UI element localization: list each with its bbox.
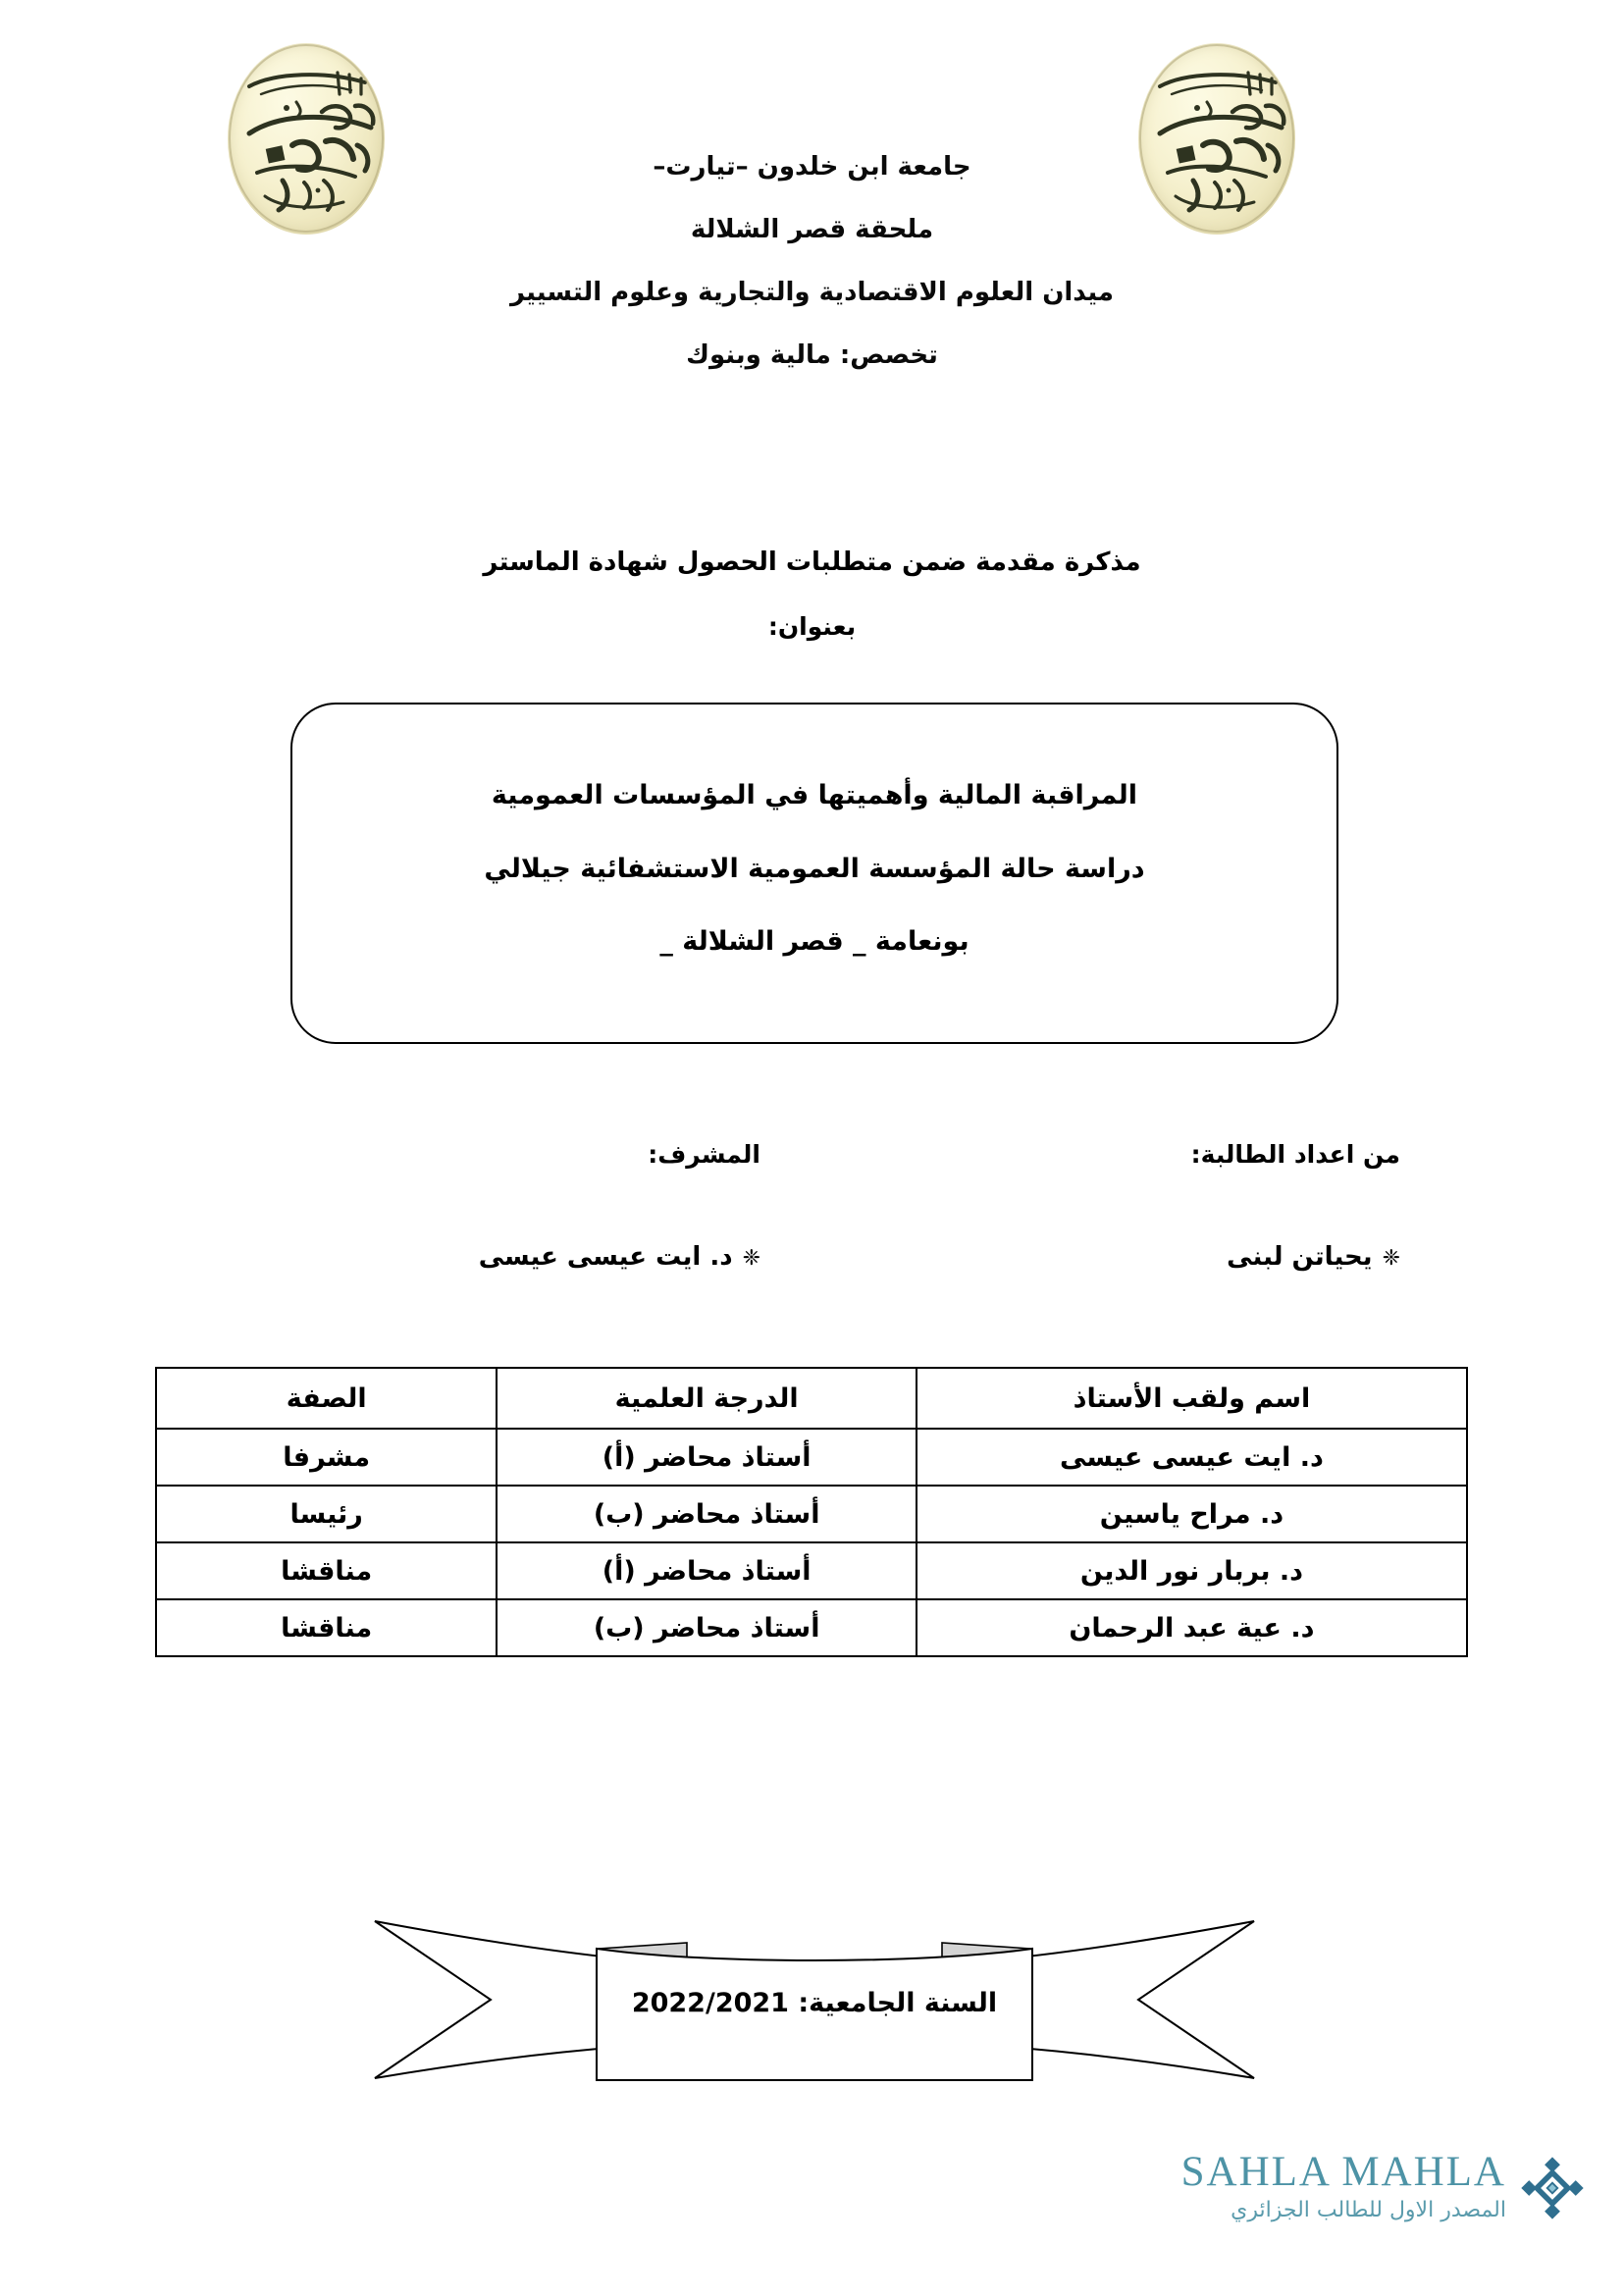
table-row bbox=[156, 1429, 1467, 1486]
watermark-subtitle: المصدر الاول للطالب الجزائري bbox=[1231, 2198, 1506, 2223]
jury-role: مناقشا bbox=[156, 1542, 497, 1599]
thesis-title-case-study-2: بونعامة _ قصر الشلالة _ bbox=[659, 926, 969, 958]
table-row bbox=[156, 1599, 1467, 1656]
jury-degree: أستاذ محاضر (ب) bbox=[497, 1599, 917, 1656]
column-header-academic-degree: الدرجة العلمية bbox=[497, 1368, 917, 1429]
thesis-title-box bbox=[290, 703, 1338, 1044]
academic-year-ribbon bbox=[373, 1904, 1256, 2080]
jury-degree: أستاذ محاضر (ب) bbox=[497, 1486, 917, 1542]
faculty-domain: ميدان العلوم الاقتصادية والتجارية وعلوم التسيير bbox=[509, 278, 1115, 307]
authorship-section bbox=[0, 1138, 1624, 1325]
sahla-mahla-diamond-icon bbox=[1520, 2156, 1585, 2220]
supervisor-label: المشرف: bbox=[648, 1140, 760, 1169]
jury-name: د. مراح ياسين bbox=[917, 1486, 1467, 1542]
table-row bbox=[156, 1486, 1467, 1542]
jury-role: مشرفا bbox=[156, 1429, 497, 1486]
star-bullet-icon: ❈ bbox=[742, 1245, 760, 1271]
jury-table bbox=[155, 1367, 1468, 1657]
jury-name: د. ايت عيسى عيسى bbox=[917, 1429, 1467, 1486]
supervisor-name-row bbox=[479, 1240, 760, 1275]
student-name: يحياتن لبنى bbox=[1227, 1241, 1373, 1272]
supervisor-name: د. ايت عيسى عيسى bbox=[478, 1241, 733, 1272]
student-label: من اعداد الطالبة: bbox=[1190, 1140, 1400, 1169]
jury-role: رئيسا bbox=[156, 1486, 497, 1542]
sahla-mahla-watermark bbox=[1143, 2151, 1585, 2225]
column-header-capacity: الصفة bbox=[156, 1368, 497, 1429]
jury-degree: أستاذ محاضر (أ) bbox=[497, 1429, 917, 1486]
university-name: جامعة ابن خلدون –تيارت– bbox=[653, 152, 971, 182]
degree-requirement-line: مذكرة مقدمة ضمن متطلبات الحصول شهادة الماستر bbox=[483, 548, 1141, 577]
star-bullet-icon: ❈ bbox=[1382, 1245, 1400, 1271]
specialization: تخصص: مالية وبنوك bbox=[686, 340, 938, 370]
column-header-professor-name: اسم ولقب الأستاذ bbox=[917, 1368, 1467, 1429]
academic-year-text: السنة الجامعية: 2022/2021 bbox=[631, 1988, 998, 2018]
thesis-title-main: المراقبة المالية وأهميتها في المؤسسات العمومية bbox=[491, 780, 1138, 811]
jury-role: مناقشا bbox=[156, 1599, 497, 1656]
jury-name: د. عية عبد الرحمان bbox=[917, 1599, 1467, 1656]
table-row bbox=[156, 1542, 1467, 1599]
university-annex: ملحقة قصر الشلالة bbox=[690, 215, 934, 244]
jury-name: د. بربار نور الدين bbox=[917, 1542, 1467, 1599]
submission-note bbox=[0, 530, 1624, 659]
thesis-title-case-study-1: دراسة حالة المؤسسة العمومية الاستشفائية جيلالي bbox=[484, 853, 1145, 884]
student-name-row bbox=[1191, 1240, 1400, 1275]
supervisor-block bbox=[479, 1138, 760, 1275]
watermark-title: SAHLA MAHLA bbox=[1180, 2149, 1506, 2196]
entitled-label: بعنوان: bbox=[767, 612, 857, 641]
table-header-row bbox=[156, 1368, 1467, 1429]
jury-degree: أستاذ محاضر (أ) bbox=[497, 1542, 917, 1599]
watermark-text-block bbox=[1181, 2151, 1506, 2225]
university-header bbox=[0, 135, 1624, 387]
student-block bbox=[1191, 1138, 1400, 1275]
